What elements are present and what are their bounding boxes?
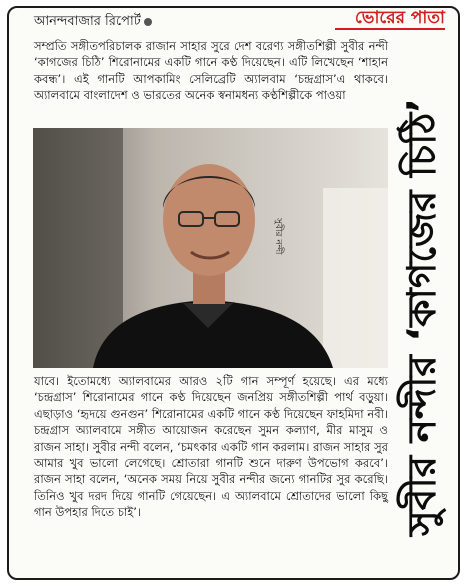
article-headline: সুবীর নন্দীর ‘কাগজের চিঠি’: [400, 98, 445, 536]
logo-subtext: [335, 31, 445, 37]
newspaper-logo: [335, 9, 445, 35]
logo-underline: [335, 28, 445, 30]
article-paragraph-top: সম্প্রতি সঙ্গীতপরিচালক রাজান সাহার সুরে দেশ বরেণ্য সঙ্গীতশিল্পী সুবীর নন্দী ‘কাগজের চিঠি’ শিরোনামের একটি গানে কণ্ঠ দিয়েছেন। এটি লিখেছেন ‘শাহান কবন্ধ’। এই গানটি আপকামিং সেলিব্রেটি অ্যালবাম ‘চন্দ্রগ্রাস’এ থাকবে। অ্যালবামে বাংলাদেশ ও ভারতের অনেক স্বনামধন্য কণ্ঠশিল্পীকে পাওয়া: [34, 39, 388, 103]
portrait-illustration: [33, 128, 388, 368]
bullet-dot-icon: [144, 18, 152, 26]
photo-signature: সুবীর নন্দী: [273, 218, 283, 255]
reporter-credit: [34, 12, 152, 33]
reporter-name: আনন্দবাজার রিপোর্ট: [34, 14, 141, 29]
article-photo: [33, 128, 388, 368]
newspaper-logo-text: ভোরের পাতা: [354, 8, 445, 28]
article-paragraph-bottom: যাবে। ইতোমধ্যে অ্যালবামের আরও ২টি গান সম্পূর্ণ হয়েছে। এর মধ্যে ‘চন্দ্রগ্রাস’ শিরোনামের গানে কণ্ঠ দিয়েছেন জনপ্রিয় সঙ্গীতশিল্পী পার্থ বড়ুয়া। এছাড়াও ‘হৃদয়ে গুনগুন’ শিরোনামের একটি গানে কণ্ঠ দিয়েছেন ফাহমিদা নবী। চন্দ্রগ্রাস অ্যালবামে সঙ্গীত আয়োজন করেছেন সুমন কল্যাণ, মীর মাসুম ও রাজন সাহা। সুবীর নন্দী বলেন, ‘চমৎকার একটি গান করলাম। রাজন সাহার সুর আমার খুব ভালো লেগেছে। শ্রোতারা গানটি শুনে দারুণ উপভোগ করবে’। রাজন সাহা বলেন, ‘অনেক সময় নিয়ে সুবীর নন্দীর জন্যে গানটির সুর করেছি। তিনিও খুব দরদ দিয়ে গানটি গেয়েছেন। এ অ্যালবামে শ্রোতাদের ভালো কিছু গান উপহার দিতে চাই’।: [34, 374, 388, 520]
